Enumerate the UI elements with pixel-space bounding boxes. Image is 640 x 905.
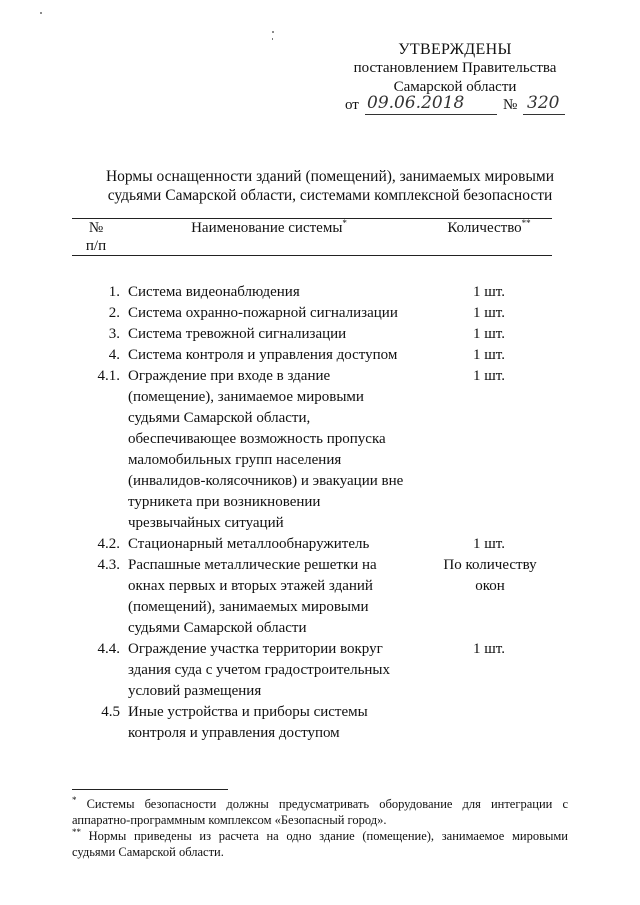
table-row [0, 303, 640, 324]
date-underline [365, 114, 497, 115]
footnote-2-mark: ** [72, 826, 81, 837]
row-quantity: 1 шт. [473, 326, 505, 342]
row-number: 4.1. [97, 368, 120, 384]
handwritten-number: 320 [527, 93, 560, 113]
row-number: 4. [108, 347, 120, 363]
footnote-1-text: Системы безопасности должны предусматривать оборудование для интеграции с аппаратно-программным комплексом «Безопасный город». [72, 797, 568, 827]
approval-date-line [345, 93, 585, 116]
header-cell-quantity [430, 219, 548, 255]
table-row [0, 366, 640, 534]
row-number: 1. [108, 284, 120, 300]
approval-line-1: постановлением Правительства [353, 60, 557, 76]
date-prefix: от [345, 97, 359, 113]
row-quantity: По количеству окон [443, 557, 537, 594]
row-number: 4.2. [97, 536, 120, 552]
row-system-name: Иные устройства и приборы системы контроля и управления доступом [128, 704, 368, 741]
table-body [0, 282, 640, 744]
row-number: 4.5 [101, 704, 120, 720]
row-quantity: 1 шт. [473, 536, 505, 552]
table-row [0, 639, 640, 702]
row-system-name: Ограждение при входе в здание (помещение), занимаемое мировыми судьями Самарской области, обеспечивающее возможность пропуска маломобильных групп населения (инвалидов-колясочников) и эвакуации вне турникета при возникновении чрезвычайных ситуаций [128, 368, 404, 531]
row-quantity: 1 шт. [473, 368, 505, 384]
scan-speck [272, 38, 273, 40]
approval-heading: УТВЕРЖДЕНЫ [398, 41, 512, 58]
handwritten-date: 09.06.2018 [367, 93, 465, 113]
approval-line-2: Самарской области [393, 79, 517, 95]
row-number: 3. [108, 326, 120, 342]
footnote-2 [72, 828, 568, 860]
document-title-line-2: судьями Самарской области, системами комплексной безопасности [107, 187, 553, 204]
header-name-label: Наименование системы [191, 220, 343, 236]
row-quantity: 1 шт. [473, 347, 505, 363]
number-underline [523, 114, 565, 115]
row-number: 4.3. [97, 557, 120, 573]
document-title [60, 167, 600, 205]
approval-block [330, 40, 580, 97]
table-row [0, 534, 640, 555]
header-name-footnote-mark: * [342, 218, 347, 228]
document-title-line-1: Нормы оснащенности зданий (помещений), занимаемых мировыми [105, 168, 555, 185]
row-system-name: Система контроля и управления доступом [128, 347, 398, 363]
header-cell-name [128, 219, 410, 255]
table-row [0, 555, 640, 639]
footnotes [72, 796, 568, 860]
table-header [72, 218, 552, 256]
scan-speck [272, 31, 274, 33]
header-cell-number [72, 219, 120, 255]
row-system-name: Ограждение участка территории вокруг здания суда с учетом градостроительных условий размещения [128, 641, 391, 699]
scan-speck [40, 12, 42, 14]
table-row [0, 324, 640, 345]
row-system-name: Стационарный металлообнаружитель [128, 536, 370, 552]
row-system-name: Система охранно-пожарной сигнализации [128, 305, 398, 321]
table-row [0, 702, 640, 744]
footnote-1 [72, 796, 568, 828]
number-prefix: № [503, 97, 518, 113]
header-number-line-1: № [88, 220, 104, 236]
row-quantity: 1 шт. [473, 641, 505, 657]
header-quantity-footnote-mark: ** [521, 218, 531, 228]
table-row [0, 345, 640, 366]
footnote-2-text: Нормы приведены из расчета на одно здание (помещение), занимаемое мировыми судьями Самарской области. [72, 829, 568, 859]
row-number: 2. [108, 305, 120, 321]
header-number-line-2: п/п [85, 238, 107, 254]
footnote-separator [72, 789, 228, 790]
footnote-1-mark: * [72, 794, 77, 805]
row-quantity: 1 шт. [473, 284, 505, 300]
row-system-name: Система видеонаблюдения [128, 284, 300, 300]
header-quantity-label: Количество [447, 220, 522, 236]
row-system-name: Система тревожной сигнализации [128, 326, 347, 342]
row-number: 4.4. [97, 641, 120, 657]
row-system-name: Распашные металлические решетки на окнах первых и вторых этажей зданий (помещений), занимаемых мировыми судьями Самарской области [128, 557, 377, 636]
row-quantity: 1 шт. [473, 305, 505, 321]
table-row [0, 282, 640, 303]
